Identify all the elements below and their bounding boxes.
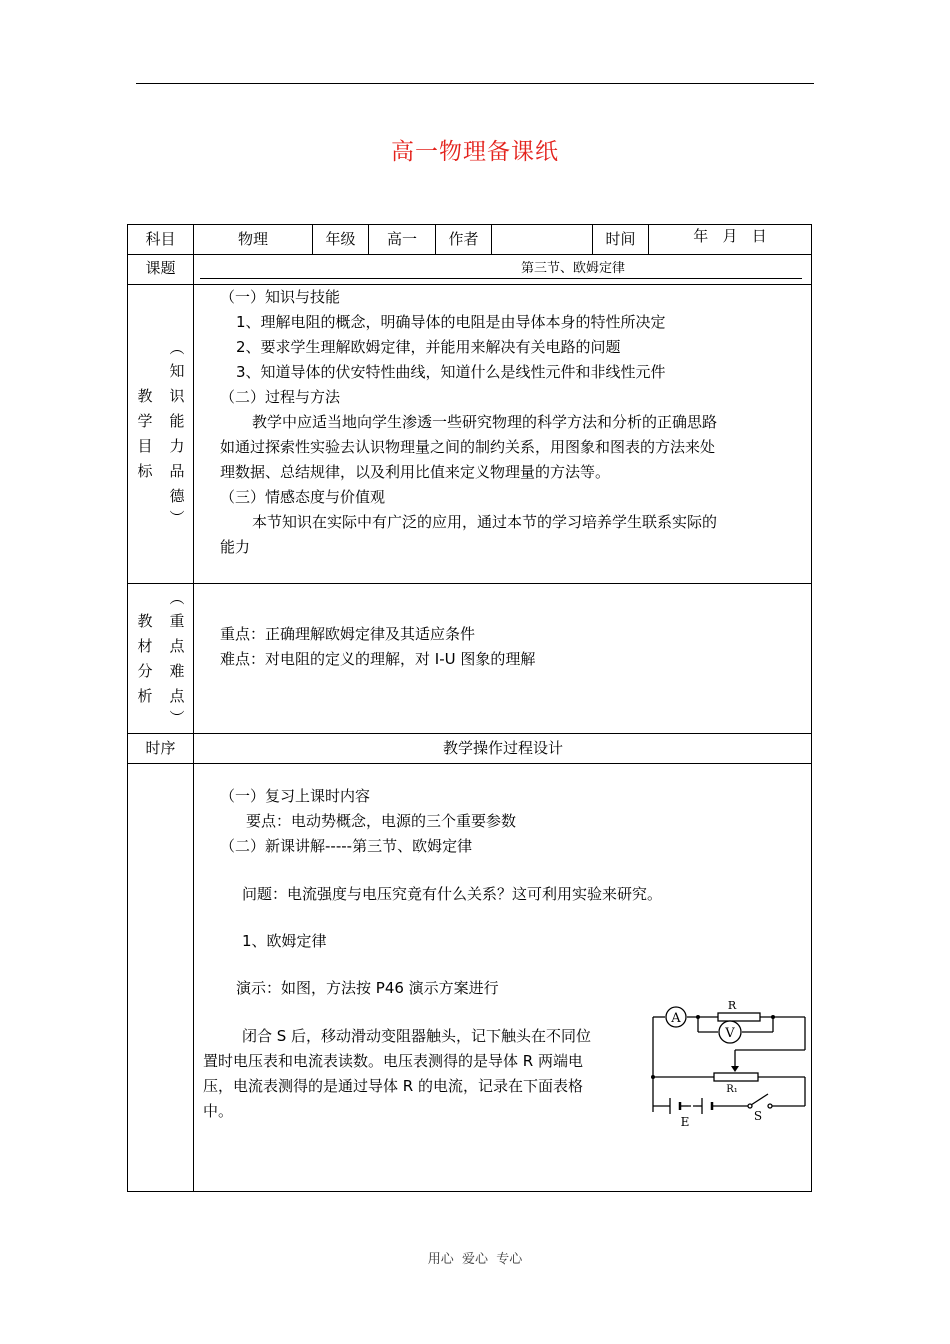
goals-item: 1、理解电阻的概念，明确导体的电阻是由导体本身的特性所决定: [236, 313, 666, 331]
voltmeter-icon: [719, 1021, 741, 1043]
topic-label: 课题: [145, 259, 176, 277]
footer-slogan: 用心 爱心 专心: [427, 1252, 523, 1267]
subject-label: 科目: [145, 230, 176, 248]
switch-icon: [748, 1094, 772, 1123]
svg-text:S: S: [753, 1109, 763, 1123]
svg-text:A: A: [671, 1011, 681, 1026]
row-divider: [127, 254, 812, 255]
goals-text-line: 能力: [220, 538, 251, 556]
column-divider: [193, 224, 194, 1192]
svg-text:R: R: [727, 999, 737, 1012]
goals-text-line: 本节知识在实际中有广泛的应用，通过本节的学习培养学生联系实际的: [252, 513, 718, 531]
paragraph-line: 中。: [203, 1102, 234, 1120]
goals-text-line: 教学中应适当地向学生渗透一些研究物理的科学方法和分析的正确思路: [252, 413, 718, 431]
column-divider: [491, 224, 492, 254]
circuit-diagram: [640, 990, 812, 1130]
ammeter-icon: [666, 1007, 686, 1027]
grade-label: 年级: [325, 230, 356, 248]
difficulty: 难点：对电阻的定义的理解，对 I-U 图象的理解: [220, 650, 536, 668]
paragraph-line: 置时电压表和电流表读数。电压表测得的是导体 R 两端电: [203, 1052, 583, 1070]
goals-text-line: 如通过探索性实验去认识物理量之间的制约关系，用图象和图表的方法来处: [220, 438, 716, 456]
sequence-label: 时序: [145, 739, 176, 757]
date-value: 年 月 日: [693, 227, 767, 245]
goals-section-3-title: （三）情感态度与价值观: [220, 488, 386, 506]
grade-value: 高一: [386, 230, 417, 248]
demo-text: 演示：如图，方法按 P46 演示方案进行: [236, 979, 499, 997]
review-point: 要点：电动势概念，电源的三个重要参数: [246, 812, 517, 830]
law-heading: 1、欧姆定律: [242, 932, 327, 950]
subject-value: 物理: [237, 230, 268, 248]
battery-icon: [670, 1098, 712, 1129]
goals-section-1-title: （一）知识与技能: [220, 288, 341, 306]
page-title: 高一物理备课纸: [391, 139, 559, 165]
svg-text:V: V: [725, 1026, 735, 1041]
top-rule: [136, 83, 814, 84]
resistor-icon: [718, 999, 760, 1021]
svg-text:E: E: [680, 1115, 690, 1129]
goals-item: 3、知道导体的伏安特性曲线，知道什么是线性元件和非线性元件: [236, 363, 666, 381]
new-lesson-title: （二）新课讲解-----第三节、欧姆定律: [220, 837, 473, 855]
svg-text:R₁: R₁: [726, 1084, 738, 1095]
row-divider: [127, 733, 812, 734]
paragraph-line: 闭合 S 后，移动滑动变阻器触头，记下触头在不同位: [242, 1027, 592, 1045]
review-title: （一）复习上课时内容: [220, 787, 371, 805]
time-label: 时间: [605, 230, 636, 248]
key-point: 重点：正确理解欧姆定律及其适应条件: [220, 625, 476, 643]
author-label: 作者: [448, 230, 479, 248]
goals-section-2-title: （二）过程与方法: [220, 388, 341, 406]
row-divider: [127, 583, 812, 584]
question-text: 问题：电流强度与电压究竟有什么关系？这可利用实验来研究。: [242, 885, 663, 903]
rheostat-icon: [714, 1066, 758, 1095]
goals-text-line: 理数据、总结规律，以及利用比值来定义物理量的方法等。: [220, 463, 611, 481]
paragraph-line: 压，电流表测得的是通过导体 R 的电流，记录在下面表格: [203, 1077, 583, 1095]
process-header: 教学操作过程设计: [442, 739, 563, 757]
row-divider: [127, 763, 812, 764]
goals-item: 2、要求学生理解欧姆定律，并能用来解决有关电路的问题: [236, 338, 621, 356]
topic-value: 第三节、欧姆定律: [520, 261, 625, 276]
